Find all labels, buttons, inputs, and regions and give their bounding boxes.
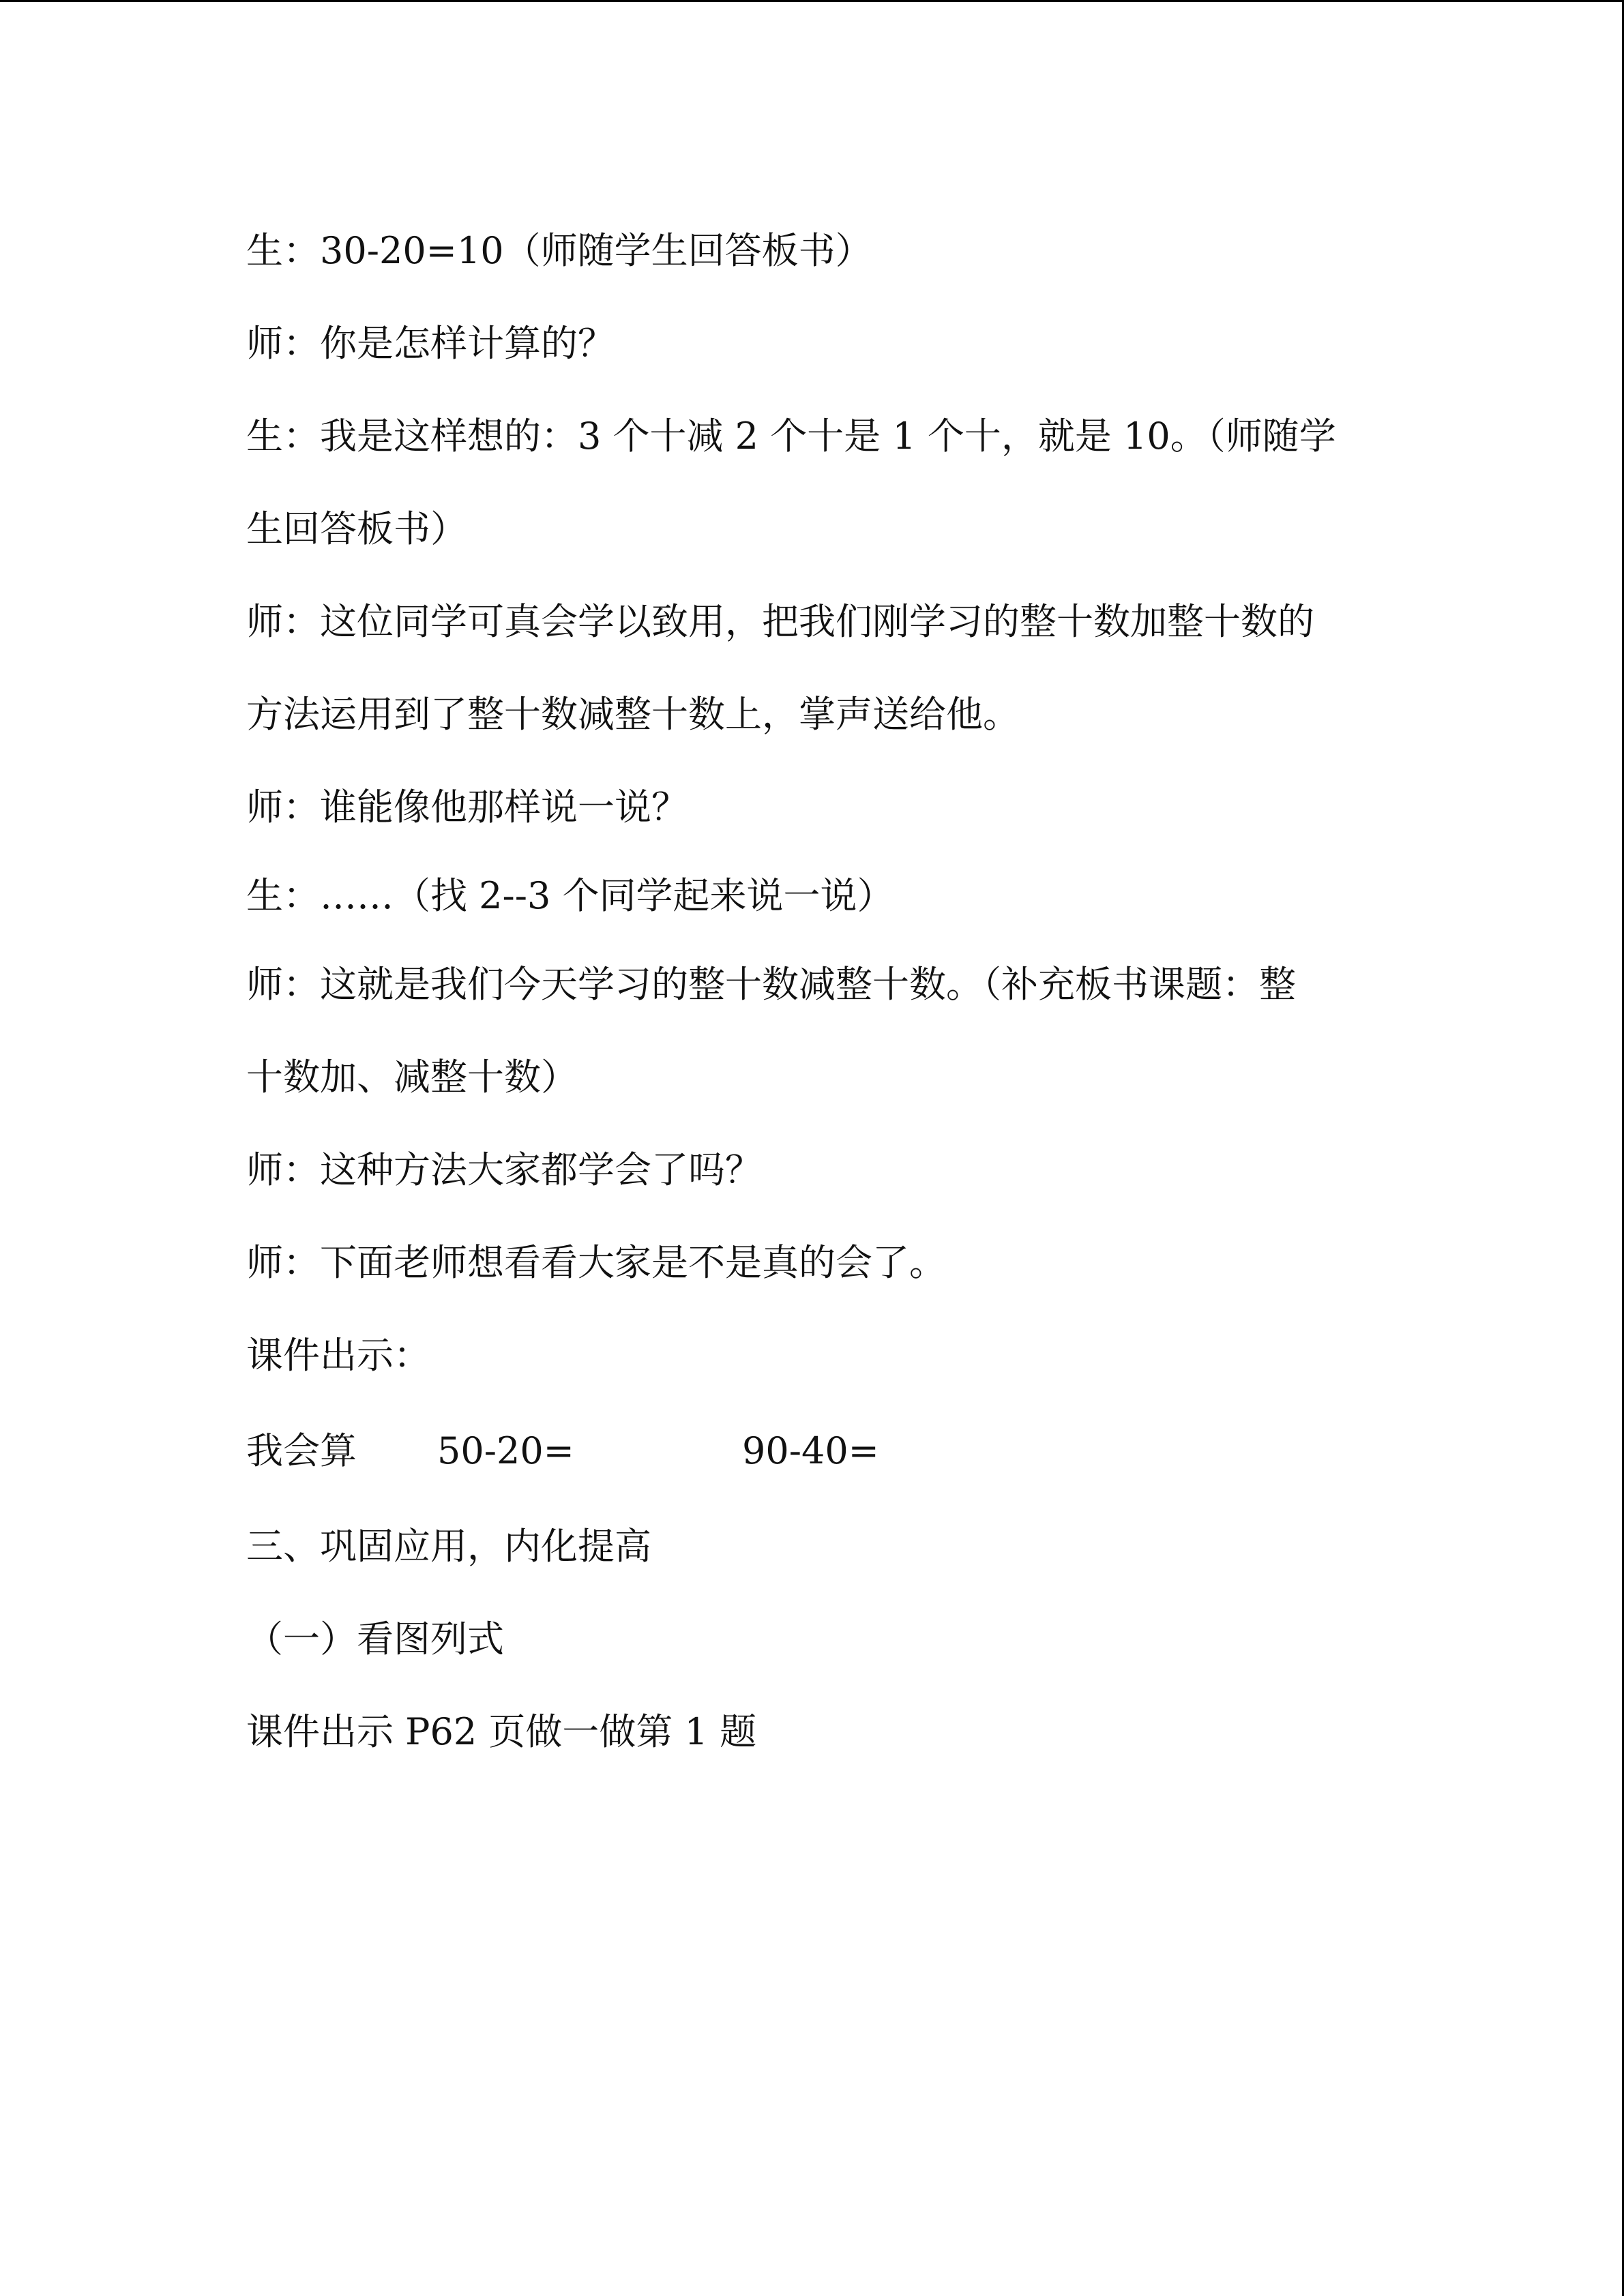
text-line: 生：……（找 2--3 个同学起来说一说） bbox=[246, 874, 894, 917]
text-line: 师：你是怎样计算的？ bbox=[246, 322, 615, 365]
text-line: 方法运用到了整十数减整十数上，掌声送给他。 bbox=[246, 693, 1020, 736]
text-line: 师：这位同学可真会学以致用，把我们刚学习的整十数加整十数的 bbox=[246, 600, 1314, 643]
sub-heading: （一）看图列式 bbox=[246, 1617, 504, 1660]
text-line: 课件出示： bbox=[246, 1334, 430, 1377]
text-line: 十数加、减整十数） bbox=[246, 1056, 578, 1099]
text-line: 生：30-20=10（师随学生回答板书） bbox=[246, 229, 872, 272]
text-line: 生：我是这样想的：3 个十减 2 个十是 1 个十，就是 10。（师随学 bbox=[246, 415, 1336, 458]
section-heading: 三、巩固应用，内化提高 bbox=[246, 1525, 651, 1568]
text-line: 师：下面老师想看看大家是不是真的会了。 bbox=[246, 1241, 946, 1284]
calc-expression: 50-20= bbox=[437, 1429, 574, 1472]
document-page bbox=[246, 205, 1365, 1778]
top-border-rule bbox=[0, 0, 1624, 2]
text-line: 师：这种方法大家都学会了吗？ bbox=[246, 1148, 762, 1191]
calc-label: 我会算 bbox=[246, 1429, 357, 1472]
text-line: 师：谁能像他那样说一说？ bbox=[246, 786, 688, 829]
text-line: 师：这就是我们今天学习的整十数减整十数。（补充板书课题：整 bbox=[246, 963, 1296, 1006]
text-line: 课件出示 P62 页做一做第 1 题 bbox=[246, 1710, 757, 1753]
calc-expression: 90-40= bbox=[742, 1429, 879, 1472]
calc-exercise-row bbox=[246, 1402, 1365, 1500]
text-line: 生回答板书） bbox=[246, 507, 467, 550]
